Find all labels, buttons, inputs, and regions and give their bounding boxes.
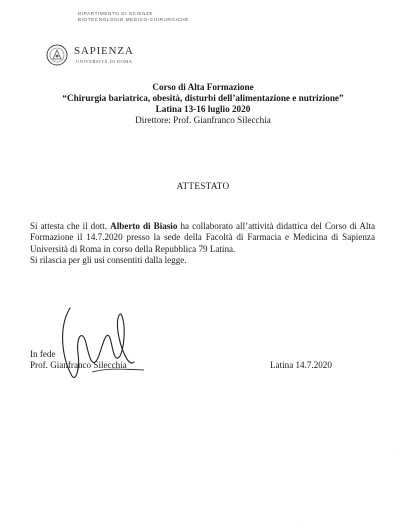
university-subtitle: UNIVERSITÀ DI ROMA	[76, 59, 133, 64]
closing-text: Si rilascia per gli usi consentiti dalla legge.	[30, 254, 187, 265]
course-director: Direttore: Prof. Gianfranco Silecchia	[135, 115, 271, 125]
department-header	[78, 11, 189, 23]
certificate-paragraph	[30, 221, 375, 255]
certificate-body	[30, 221, 375, 266]
intro-text: Si attesta che il dott.	[30, 221, 111, 231]
signatory-name: Prof. Gianfranco Silecchia	[30, 360, 127, 370]
course-title: Corso di Alta Formazione	[152, 82, 254, 92]
scan-mark: –	[392, 452, 394, 457]
in-fede-label: In fede	[30, 349, 56, 359]
course-subject: “Chirurgia bariatrica, obesità, disturbi dell’alimentazione e nutrizione”	[62, 93, 344, 103]
department-line-2: BIOTECNOLOGIE MEDICO-CHIRURGICHE	[78, 17, 189, 22]
recipient-name: Alberto di Biasio	[110, 221, 178, 231]
university-name: SAPIENZA	[74, 45, 134, 57]
scan-mark: –	[300, 521, 302, 526]
university-seal-icon	[46, 44, 68, 66]
place-date: Latina 14.7.2020	[270, 360, 332, 370]
handwritten-signature	[52, 298, 152, 384]
body-text: ha collaborato all’attività didattica del Corso di Alta Formazione il 14.7.2020 presso la sede della Facoltà di Farmacia e Medicina di Sapienza Università di Roma in corso della Repubblica 79 Latina.	[30, 221, 375, 254]
document-title: ATTESTATO	[176, 181, 230, 191]
course-dates: Latina 13-16 luglio 2020	[155, 104, 251, 114]
department-line-1: DIPARTIMENTO DI SCIENZE	[78, 11, 154, 16]
